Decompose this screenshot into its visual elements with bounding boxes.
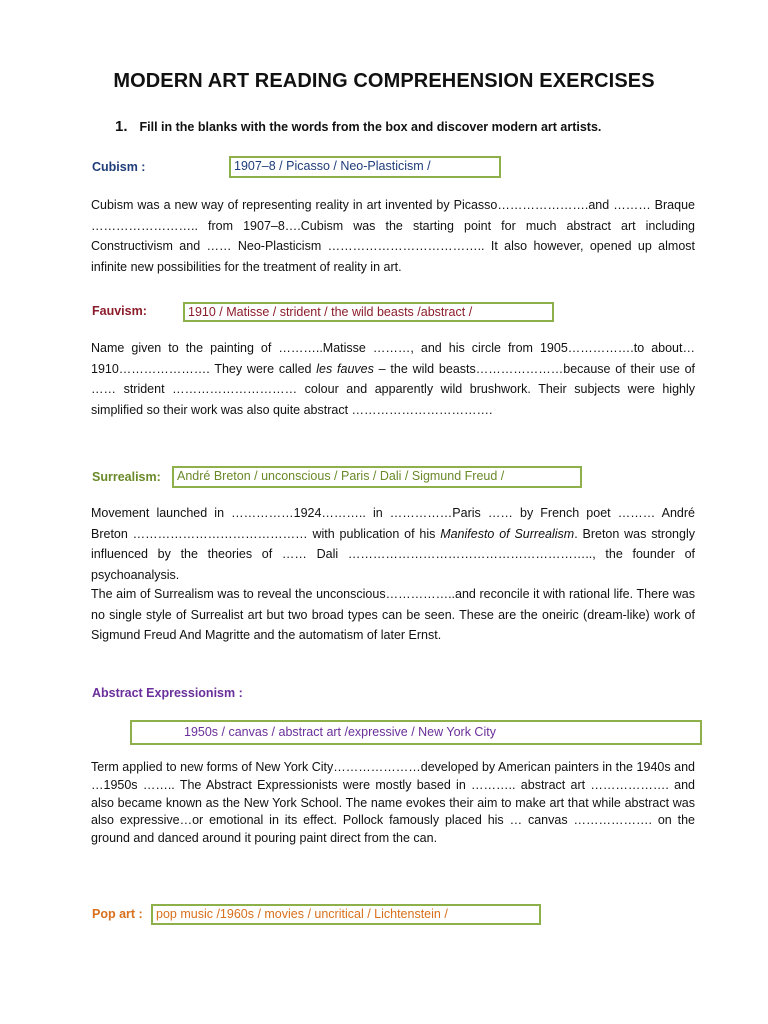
pop-art-label: Pop art : (92, 907, 143, 921)
fauvism-text-italic: les fauves (316, 361, 374, 376)
instruction (115, 118, 601, 135)
instruction-text: Fill in the blanks with the words from the box and discover modern art artists. (139, 120, 602, 134)
surrealism-word-box: André Breton / unconscious / Paris / Dali / Sigmund Freud / (172, 466, 582, 488)
surrealism-paragraph-2: The aim of Surrealism was to reveal the unconscious……………..and reconcile it with rational life. There was no single style of Surrealist art but two broad types can be seen. These are the oneiric (dream-like) work of Sigmund Freud And Magritte and the automatism of later Ernst. (91, 587, 695, 642)
fauvism-word-box: 1910 / Matisse / strident / the wild beasts /abstract / (183, 302, 554, 322)
pop-art-word-box: pop music /1960s / movies / uncritical / Lichtenstein / (151, 904, 541, 925)
abstract-expressionism-paragraph: Term applied to new forms of New York City…………………developed by American painters in the 1940s and …1950s …….. The Abstract Expressionists were mostly based in ……….. abstract art ………………. and also became known as the New York School. The name evokes their aim to make art that while abstract was also expressive…or emotional in its effect. Pollock famously placed his … canvas ………………. on the ground and danced around it pouring paint direct from the can. (91, 760, 695, 846)
abstract-expressionism-label: Abstract Expressionism : (92, 686, 243, 700)
cubism-label: Cubism : (92, 160, 146, 174)
instruction-number: 1. (115, 118, 128, 135)
surrealism-paragraph (91, 503, 695, 585)
surrealism-text-1: Movement launched in ……………1924……….. in ……………Paris …… by French poet ……… André Breton …………………………………… with publication of his (91, 506, 695, 541)
fauvism-label: Fauvism: (92, 304, 147, 318)
abstract-expressionism-word-box: 1950s / canvas / abstract art /expressive / New York City (130, 720, 702, 745)
fauvism-paragraph (91, 338, 695, 420)
cubism-word-box: 1907–8 / Picasso / Neo-Plasticism / (229, 156, 501, 178)
page-title: MODERN ART READING COMPREHENSION EXERCISES (113, 70, 655, 92)
cubism-paragraph: Cubism was a new way of representing reality in art invented by Picasso………………….and ……… Braque …………………….. from 1907–8….Cubism was the starting point for much abstract art including Constructivism and …… Neo-Plasticism ……………………………….. It also however, opened up almost infinite new possibilities for the treatment of reality in art. (91, 198, 695, 274)
surrealism-label: Surrealism: (92, 470, 161, 484)
fauvism-text-1: Name given to the painting of ………..Matisse ………, and his circle from 1905…………….to about…1910…………………. They were called (91, 341, 695, 376)
surrealism-text-italic: Manifesto of Surrealism (440, 526, 575, 541)
fauvism-text-2: – the wild beasts…………………because of their use of …… strident ………………………… colour and apparently wild brushwork. Their subjects were highly simplified so their work was also quite abstract ……………………………. (91, 361, 696, 417)
surrealism-text-2: . Breton was strongly influenced by the theories of …… Dali ………………………………………………….., the founder of psychoanalysis. (91, 526, 695, 582)
